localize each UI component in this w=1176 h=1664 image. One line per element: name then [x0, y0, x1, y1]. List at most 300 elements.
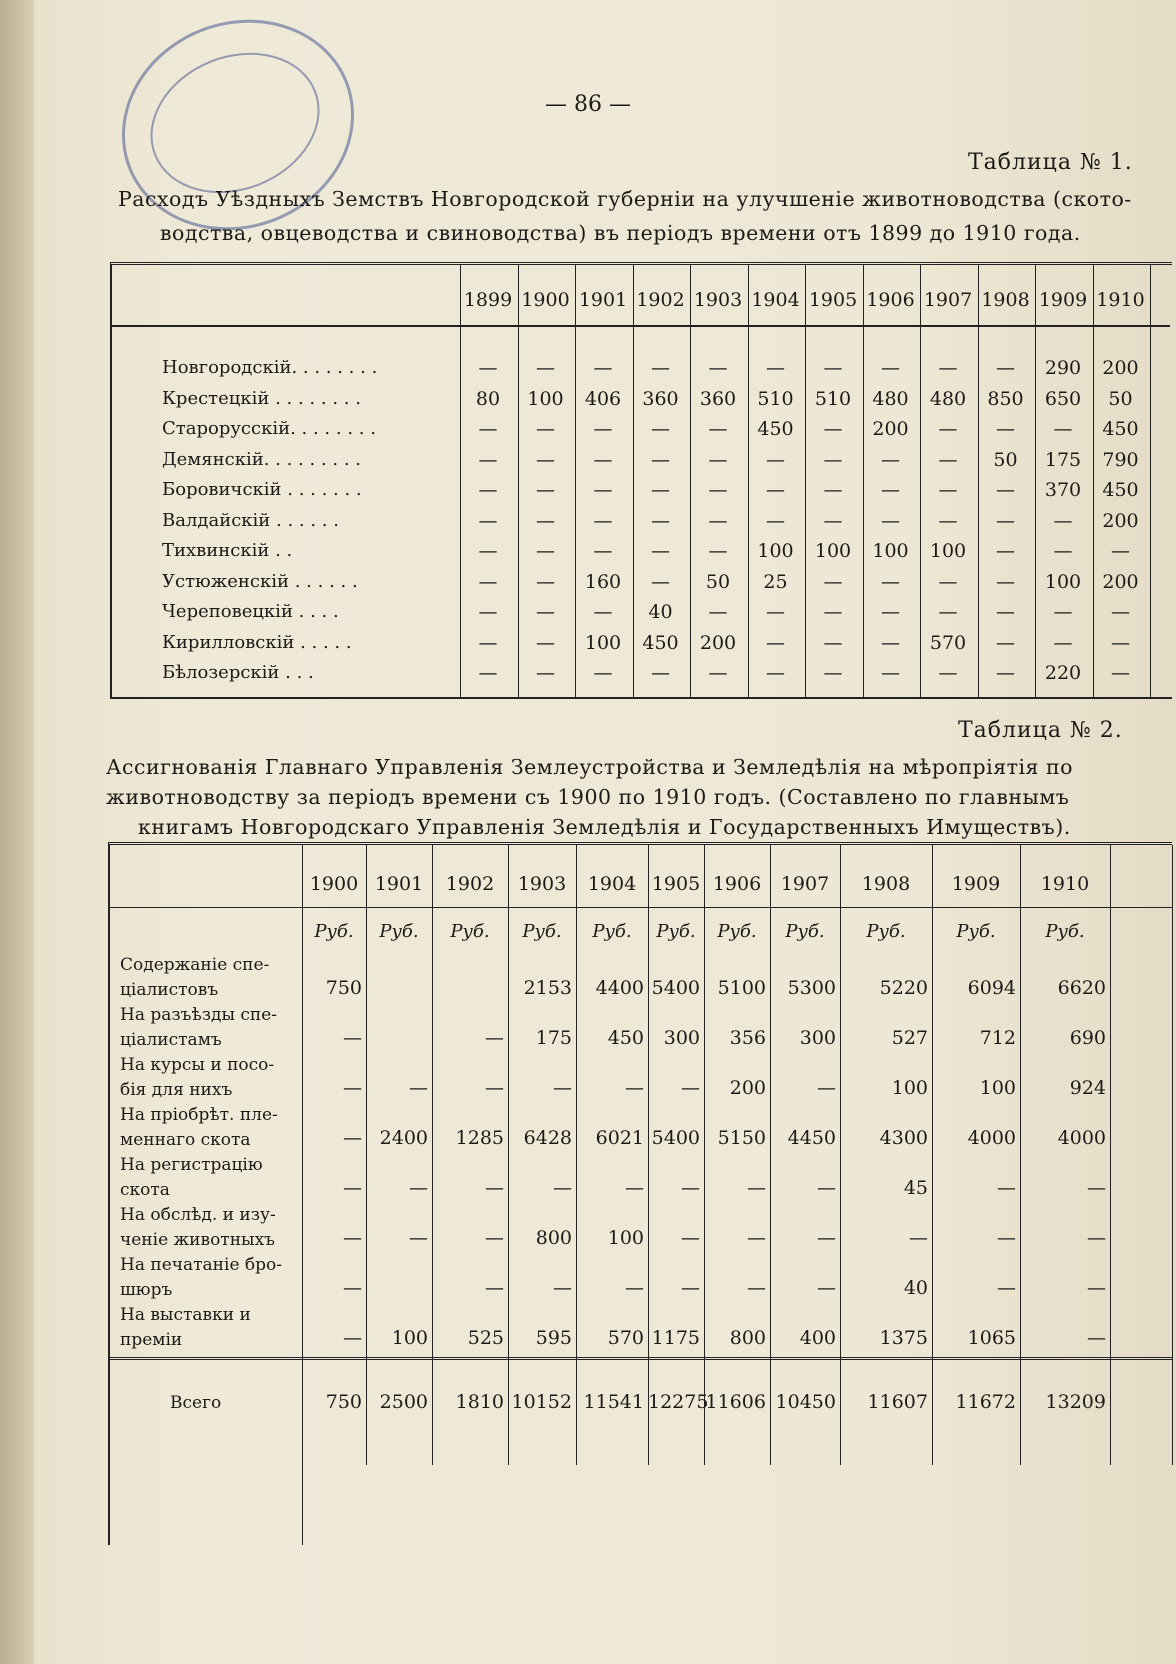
table1-year-header: 1905: [808, 289, 858, 311]
table1-cell: —: [651, 418, 670, 440]
table1-year-header: 1900: [521, 289, 570, 311]
table1-cell: —: [823, 448, 843, 471]
table2-total-cell: 10152: [511, 1391, 572, 1413]
table2-total-cell: 750: [325, 1391, 362, 1413]
table1-cell: —: [881, 357, 900, 379]
table2-cell: —: [409, 1227, 428, 1249]
table2-cell: 400: [799, 1327, 836, 1349]
table1-cell: —: [536, 418, 555, 440]
table1-cell: —: [766, 357, 785, 379]
table1-cell: —: [536, 479, 555, 501]
table1-cell: —: [708, 479, 728, 501]
table2-cell: 6620: [1057, 977, 1106, 999]
table1-cell: —: [593, 448, 613, 471]
table2-cell: —: [817, 1077, 836, 1099]
table1-cell: —: [996, 540, 1015, 562]
table2-cell: 1285: [455, 1127, 504, 1149]
table2-cell: —: [343, 1227, 362, 1249]
table1-district-name: Валдайскій . . . . . .: [162, 509, 339, 531]
table2-cell: 100: [391, 1327, 428, 1349]
table2-row-label: преміи: [120, 1330, 183, 1350]
table1-header-rule: [112, 325, 1170, 327]
table2-row-label: На выставки и: [120, 1305, 251, 1325]
table2-total-label: Всего: [170, 1393, 222, 1413]
table2-cell: 800: [729, 1327, 766, 1349]
table1-cell: —: [881, 662, 900, 684]
table2-heading-line3: книгамъ Новгородскаго Управленія Земледѣлія и Государственныхъ Имуществъ).: [138, 815, 1071, 839]
table1-cell: 100: [1044, 570, 1082, 593]
table1-cell: —: [651, 448, 670, 471]
table1-cell: —: [766, 448, 785, 471]
page-number: — 86 —: [545, 92, 631, 117]
table1-cell: 480: [872, 387, 909, 410]
table2-unit-header: Руб.: [717, 921, 757, 942]
table2-cell: —: [747, 1227, 766, 1249]
table1-cell: 100: [814, 540, 852, 562]
table1-cell: —: [478, 357, 498, 379]
table1-cell: —: [1053, 540, 1073, 562]
table2-cell: —: [681, 1077, 700, 1099]
table2-cell: —: [747, 1277, 766, 1299]
table2-cell: 527: [891, 1027, 928, 1049]
table1-cell: 25: [763, 570, 788, 593]
table2-cell: 924: [1069, 1077, 1106, 1099]
table1-cell: —: [593, 509, 613, 532]
table2-row-label: ціалистамъ: [120, 1030, 222, 1050]
table1-cell: 100: [757, 540, 794, 562]
table2-cell: —: [485, 1177, 504, 1199]
table1-cell: —: [478, 540, 498, 562]
table1-cell: —: [938, 418, 958, 440]
table2-cell: 5220: [879, 977, 928, 999]
table1-cell: 220: [1044, 662, 1082, 684]
table1-cell: —: [766, 601, 785, 623]
table2-cell: —: [1087, 1227, 1106, 1249]
table1-cell: —: [938, 448, 958, 471]
table1-cell: 200: [1102, 357, 1139, 379]
table1-year-header: 1907: [923, 289, 973, 311]
table2-cell: 712: [979, 1027, 1016, 1049]
table2-year-header: 1901: [374, 873, 424, 895]
table1-cell: —: [708, 601, 728, 623]
table1-year-header: 1903: [693, 289, 743, 311]
table2-unit-header: Руб.: [592, 921, 632, 942]
table1-cell: —: [938, 662, 958, 684]
table2-cell: 5150: [717, 1127, 766, 1149]
table1-cell: —: [996, 418, 1015, 440]
table2-cell: 45: [903, 1177, 928, 1199]
table2-total-cell: 11607: [867, 1391, 928, 1413]
table1-district-name: Череповецкій . . . .: [162, 601, 339, 622]
table2-cell: 690: [1069, 1027, 1106, 1049]
table2-cell: —: [343, 1127, 362, 1149]
table2-unit-header: Руб.: [450, 921, 490, 942]
table1-cell: 510: [814, 387, 852, 410]
table2-cell: 2400: [379, 1127, 428, 1149]
table2-cell: —: [817, 1177, 836, 1199]
table1-cell: 100: [527, 387, 564, 410]
table1-cell: —: [478, 662, 498, 684]
table1-cell: 370: [1044, 479, 1082, 501]
table2: [108, 842, 1172, 1545]
table1-cell: —: [881, 509, 900, 532]
table2-cell: 800: [535, 1227, 572, 1249]
table2-cell: —: [747, 1177, 766, 1199]
table1-cell: —: [996, 601, 1015, 623]
table2-total-rule: [110, 1357, 1172, 1360]
table2-cell: —: [485, 1227, 504, 1249]
page-binding-edge: [0, 0, 34, 1664]
table1-cell: 200: [872, 418, 909, 440]
table1-cell: —: [996, 509, 1015, 532]
table2-year-header: 1903: [517, 873, 567, 895]
table2-row-label: На курсы и посо-: [120, 1055, 275, 1075]
table1-cell: 200: [1102, 509, 1139, 532]
table2-row-label: ченіе животныхъ: [120, 1230, 275, 1250]
table1-year-header: 1899: [463, 289, 513, 311]
table2-unit-header: Руб.: [522, 921, 562, 942]
table1-cell: —: [881, 448, 900, 471]
table2-cell: 100: [891, 1077, 928, 1099]
table2-row-label: Содержаніе спе-: [120, 955, 270, 975]
table1-cell: —: [478, 631, 498, 654]
table1-cell: —: [1111, 540, 1130, 562]
table1-cell: 570: [929, 631, 967, 654]
table1-cell: —: [593, 662, 613, 684]
table1-cell: —: [996, 631, 1015, 654]
table1-cell: —: [708, 509, 728, 532]
table1-cell: —: [536, 509, 555, 532]
table1-cell: —: [1111, 631, 1130, 654]
table1-cell: 450: [757, 418, 794, 440]
table2-header-rule: [110, 907, 1172, 908]
table2-unit-header: Руб.: [785, 921, 825, 942]
table2-year-header: 1906: [712, 873, 762, 895]
table1-cell: 40: [648, 601, 673, 623]
table2-cell: 750: [325, 977, 362, 999]
table2-cell: 100: [979, 1077, 1016, 1099]
table2-cell: 4450: [787, 1127, 836, 1149]
table2-row-label: шюръ: [120, 1280, 173, 1300]
table1-district-name: Бѣлозерскій . . .: [162, 662, 314, 683]
table1-district-name: Крестецкій . . . . . . . .: [162, 387, 361, 409]
table1-cell: —: [536, 540, 555, 562]
table1-cell: —: [651, 479, 670, 501]
table2-total-cell: 13209: [1045, 1391, 1106, 1413]
table1-cell: —: [478, 448, 498, 471]
table2-row-label: На разъѣзды спе-: [120, 1005, 278, 1025]
table2-row-label: На обслѣд. и изу-: [120, 1205, 276, 1225]
table2-total-cell: 10450: [775, 1391, 836, 1413]
table1-cell: —: [823, 418, 843, 440]
table2-cell: —: [553, 1077, 572, 1099]
table1-cell: —: [1111, 662, 1130, 684]
table2-cell: —: [625, 1177, 644, 1199]
table2-total-cell: 12275: [648, 1391, 709, 1413]
table2-cell: 100: [607, 1227, 644, 1249]
table2-cell: —: [553, 1277, 572, 1299]
table2-cell: —: [997, 1227, 1016, 1249]
table2-cell: 40: [903, 1277, 928, 1299]
table1-cell: —: [651, 662, 670, 684]
table2-cell: 5400: [651, 1127, 700, 1149]
table1-cell: —: [536, 631, 555, 654]
table1-heading-line2: водства, овцеводства и свиноводства) въ періодъ времени отъ 1899 до 1910 года.: [160, 221, 1081, 245]
table2-cell: —: [681, 1177, 700, 1199]
table2-cell: —: [485, 1027, 504, 1049]
table1-cell: —: [996, 570, 1015, 593]
table1-cell: —: [881, 631, 900, 654]
table1-cell: —: [823, 357, 843, 379]
table1-cell: —: [651, 540, 670, 562]
table2-cell: 6094: [967, 977, 1016, 999]
table1-cell: —: [593, 601, 613, 623]
table2-unit-header: Руб.: [866, 921, 906, 942]
table1-year-header: 1906: [866, 289, 915, 311]
table2-cell: —: [997, 1177, 1016, 1199]
table1-cell: —: [1053, 418, 1073, 440]
table1-cell: —: [536, 357, 555, 379]
table2-cell: —: [553, 1177, 572, 1199]
table2-cell: —: [909, 1227, 928, 1249]
table1-year-header: 1904: [751, 289, 800, 311]
table1-cell: —: [536, 601, 555, 623]
table2-cell: —: [681, 1227, 700, 1249]
table2-year-header: 1904: [587, 873, 637, 895]
table1-cell: —: [708, 662, 728, 684]
table2-total-cell: 2500: [379, 1391, 428, 1413]
table1-cell: —: [708, 418, 728, 440]
table1-year-header: 1901: [578, 289, 628, 311]
table1-cell: —: [938, 570, 958, 593]
table1-cell: —: [593, 418, 613, 440]
table1-district-name: Устюженскій . . . . . .: [162, 570, 358, 592]
table1-cell: 50: [1108, 387, 1133, 410]
table1-cell: —: [536, 448, 555, 471]
table1-district-name: Демянскій. . . . . . . . .: [162, 448, 361, 470]
table1-heading-line1: Расходъ Уѣздныхъ Земствъ Новгородской губерніи на улучшеніе животноводства (ското-: [118, 187, 1132, 211]
table1-cell: 406: [584, 387, 622, 410]
table2-cell: 175: [535, 1027, 572, 1049]
table2-cell: 5300: [787, 977, 836, 999]
table2-year-header: 1907: [780, 873, 830, 895]
table1-cell: —: [996, 479, 1015, 501]
table1-cell: —: [651, 357, 670, 379]
table2-total-cell: 1810: [455, 1391, 504, 1413]
table2-row-label: ціалистовъ: [120, 980, 219, 1000]
table2-cell: 4000: [1057, 1127, 1106, 1149]
table1-cell: 50: [993, 448, 1018, 471]
table1-cell: —: [938, 601, 958, 623]
table2-cell: —: [681, 1277, 700, 1299]
table1-cell: —: [1111, 601, 1130, 623]
table2-cell: —: [343, 1077, 362, 1099]
table2-year-header: 1910: [1040, 873, 1090, 895]
table2-cell: 6428: [523, 1127, 572, 1149]
table1-cell: —: [823, 662, 843, 684]
table2-cell: 525: [467, 1327, 504, 1349]
table1-cell: 360: [642, 387, 679, 410]
table2-unit-header: Руб.: [656, 921, 696, 942]
table1-cell: —: [823, 479, 843, 501]
table2-total-cell: 11672: [955, 1391, 1016, 1413]
table2-cell: 300: [799, 1027, 836, 1049]
table1-cell: —: [708, 357, 728, 379]
table1-cell: —: [536, 570, 555, 593]
table2-cell: —: [485, 1077, 504, 1099]
table2-year-header: 1908: [861, 873, 911, 895]
table1-cell: —: [766, 479, 785, 501]
table1-cell: 160: [584, 570, 622, 593]
table2-total-cell: 11541: [583, 1391, 644, 1413]
table1-year-header: 1909: [1038, 289, 1088, 311]
table2-row-label: На регистрацію: [120, 1155, 263, 1175]
table2-cell: —: [485, 1277, 504, 1299]
table2-cell: 1065: [967, 1327, 1016, 1349]
table2-row-label: На печатаніе бро-: [120, 1255, 282, 1275]
table2-cell: 4000: [967, 1127, 1016, 1149]
table1-cell: —: [766, 509, 785, 532]
table2-unit-header: Руб.: [379, 921, 419, 942]
table1-cell: —: [823, 570, 843, 593]
table1-column-rule: [1150, 265, 1151, 697]
table2-cell: —: [625, 1077, 644, 1099]
table2-year-header: 1900: [309, 873, 359, 895]
table2-cell: —: [343, 1327, 362, 1349]
table2-cell: 450: [607, 1027, 644, 1049]
table2-cell: 6021: [595, 1127, 644, 1149]
table1-cell: —: [478, 601, 498, 623]
table2-column-rule: [1172, 845, 1173, 1465]
table2-row-label: скота: [120, 1180, 170, 1200]
table2-cell: 1375: [879, 1327, 928, 1349]
table1-label: Таблица № 1.: [968, 150, 1133, 175]
table1-cell: —: [1053, 601, 1073, 623]
table2-year-header: 1909: [951, 873, 1001, 895]
table2-cell: —: [817, 1227, 836, 1249]
table1-cell: —: [823, 509, 843, 532]
table1-cell: 100: [584, 631, 622, 654]
table1-cell: 450: [642, 631, 679, 654]
table1-cell: —: [478, 570, 498, 593]
table1-cell: 450: [1102, 418, 1139, 440]
table2-cell: 356: [729, 1027, 766, 1049]
table1-year-header: 1902: [636, 289, 685, 311]
table1-cell: 650: [1044, 387, 1082, 410]
table2-cell: 300: [663, 1027, 700, 1049]
table1-cell: —: [938, 479, 958, 501]
table1-year-header: 1910: [1096, 289, 1145, 311]
table2-unit-header: Руб.: [956, 921, 996, 942]
table1-cell: —: [651, 509, 670, 532]
table1-cell: —: [996, 357, 1015, 379]
table1-cell: —: [708, 448, 728, 471]
table1-cell: —: [766, 631, 785, 654]
table1-cell: —: [593, 479, 613, 501]
table1-cell: 510: [757, 387, 794, 410]
table2-year-header: 1902: [445, 873, 495, 895]
table2-cell: 1175: [651, 1327, 700, 1349]
table2-unit-header: Руб.: [1045, 921, 1085, 942]
table2-cell: —: [625, 1277, 644, 1299]
table2-cell: —: [1087, 1277, 1106, 1299]
table1-cell: 100: [929, 540, 967, 562]
table1-cell: —: [1053, 631, 1073, 654]
table1-cell: —: [708, 540, 728, 562]
table1-cell: 290: [1044, 357, 1082, 379]
table2-cell: 5100: [717, 977, 766, 999]
table1-cell: —: [823, 631, 843, 654]
table1-cell: —: [1053, 509, 1073, 532]
table2-cell: 2153: [523, 977, 572, 999]
table1-cell: —: [593, 357, 613, 379]
table1-cell: 100: [872, 540, 909, 562]
table2-cell: 200: [729, 1077, 766, 1099]
table1-cell: —: [881, 570, 900, 593]
table1-cell: —: [881, 479, 900, 501]
table1-cell: —: [766, 662, 785, 684]
table1: [110, 262, 1172, 699]
table1-cell: 50: [705, 570, 731, 593]
table1-district-name: Старорусскій. . . . . . . .: [162, 418, 376, 439]
table2-cell: —: [817, 1277, 836, 1299]
table1-cell: 80: [475, 387, 501, 410]
table1-cell: 450: [1102, 479, 1139, 501]
table1-cell: 850: [987, 387, 1024, 410]
table2-cell: 595: [535, 1327, 572, 1349]
table1-cell: —: [478, 509, 498, 532]
table1-cell: —: [478, 418, 498, 440]
table2-unit-header: Руб.: [314, 921, 354, 942]
table2-cell: —: [1087, 1327, 1106, 1349]
table2-cell: —: [343, 1177, 362, 1199]
table1-cell: —: [881, 601, 900, 623]
table1-cell: —: [593, 540, 613, 562]
table2-cell: 570: [607, 1327, 644, 1349]
table2-cell: —: [1087, 1177, 1106, 1199]
table1-cell: —: [536, 662, 555, 684]
table1-cell: 200: [699, 631, 737, 654]
table1-district-name: Кирилловскій . . . . .: [162, 631, 352, 653]
table1-cell: 360: [699, 387, 737, 410]
table2-row-label: На пріобрѣт. пле-: [120, 1105, 278, 1125]
table1-cell: 790: [1102, 448, 1139, 471]
table2-cell: —: [409, 1177, 428, 1199]
table2-heading-line2: животноводству за періодъ времени съ 1900 по 1910 годъ. (Составлено по главнымъ: [106, 785, 1070, 809]
table2-heading-line1: Ассигнованія Главнаго Управленія Землеустройства и Земледѣлія на мѣропріятія по: [106, 755, 1073, 779]
table2-cell: —: [997, 1277, 1016, 1299]
table1-cell: —: [651, 570, 670, 593]
table1-cell: —: [938, 509, 958, 532]
table2-cell: —: [343, 1027, 362, 1049]
table2-column-rule: [1110, 845, 1111, 1465]
table2-total-cell: 11606: [705, 1391, 766, 1413]
table2-row-label: бія для нихъ: [120, 1080, 233, 1100]
table1-year-header: 1908: [981, 289, 1030, 311]
table2-year-header: 1905: [651, 873, 701, 895]
table1-cell: 175: [1044, 448, 1082, 471]
table1-cell: 480: [929, 387, 967, 410]
table1-cell: —: [938, 357, 958, 379]
table2-cell: —: [409, 1077, 428, 1099]
table1-district-name: Новгородскій. . . . . . . .: [162, 357, 378, 378]
table1-cell: —: [996, 662, 1015, 684]
table1-district-name: Боровичскій . . . . . . .: [162, 479, 362, 500]
table2-cell: 4400: [595, 977, 644, 999]
table1-district-name: Тихвинскій . .: [162, 540, 293, 561]
table2-cell: 5400: [651, 977, 700, 999]
table1-cell: 200: [1102, 570, 1139, 593]
